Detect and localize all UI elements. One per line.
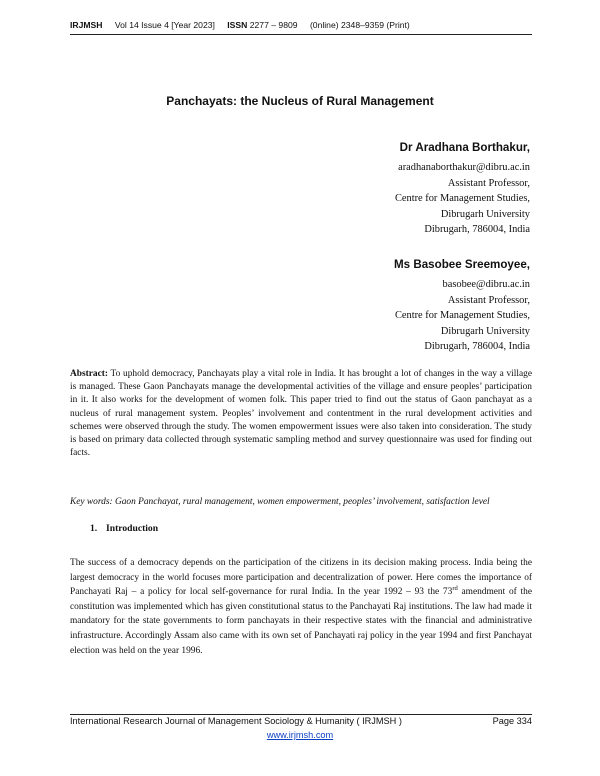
paper-title: Panchayats: the Nucleus of Rural Management (166, 94, 434, 108)
issn-online-note: (0nline) (309, 20, 339, 30)
section-title: Introduction (106, 523, 159, 534)
running-footer (70, 716, 532, 726)
issn-online: 2277 – 9809 (249, 20, 298, 30)
author-university: Dibrugarh University (440, 208, 530, 220)
running-header (70, 20, 532, 30)
section-heading (90, 523, 158, 534)
author-address: Dibrugarh, 786004, India (424, 224, 530, 236)
author-department: Centre for Management Studies, (394, 310, 530, 322)
author-department: Centre for Management Studies, (394, 193, 530, 205)
intro-paragraph (70, 556, 532, 658)
author-block-2 (394, 258, 530, 355)
author-name: Ms Basobee Sreemoyee, (394, 258, 530, 271)
author-university: Dibrugarh University (440, 325, 530, 337)
author-position: Assistant Professor, (447, 294, 530, 306)
intro-text-part2: amendment of the constitution was implemented which has given constitutional status to the Panchayati Raj institutions. The law had made it mandatory for the state governments to form panchayats in their respective states with the financial and administrative infrastructure. Accordingly Assam also came with its own set of Panchayati raj policy in the year 1994 and first Panchayat election was held on the year 1996. (70, 587, 532, 656)
keywords: Key words: Gaon Panchayat, rural management, women empowerment, peoples’ involvement, satisfaction level (70, 497, 490, 507)
intro-superscript: rd (452, 585, 458, 593)
author-email[interactable]: aradhanaborthakur@dibru.ac.in (398, 162, 530, 173)
journal-abbrev: IRJMSH (70, 20, 103, 30)
volume-info: Vol 14 Issue 4 [Year 2023] (114, 20, 215, 30)
page-number: Page 334 (492, 716, 532, 726)
abstract-label: Abstract: (70, 369, 109, 379)
issn-label: ISSN (227, 20, 248, 30)
footer-rule (70, 714, 532, 715)
intro-text-part1: The success of a democracy depends on the participation of the citizens in its decision making process. India being the largest democracy in the world focuses more participation and decentralization of power. Here comes the importance of Panchayati Raj – a policy for local self-governance for rural India. In the year 1992 – 93 the 73 (70, 558, 532, 598)
abstract-text: To uphold democracy, Panchayats play a vital role in India. It has brought a lot of changes in the way a village is managed. These Gaon Panchayats manage the developmental activities of the village and ensure peoples’ participation in it. It also works for the development of women folk. This paper tried to find out the status of Gaon panchayat as a nucleus of rural management system. Peoples’ involvement and contentment in the rural development activities and schemes were observed through the study. The women empowerment issues were also taken into consideration. The study is based on primary data collected through systematic sampling method and survey questionnaire was used for finding out facts. (70, 369, 532, 459)
journal-url-link[interactable]: www.irjmsh.com (266, 730, 334, 740)
author-name: Dr Aradhana Borthakur, (399, 141, 530, 154)
issn-print: 2348–9359 (Print) (341, 20, 410, 30)
footer-url-line (0, 730, 600, 740)
footer-journal: International Research Journal of Management Sociology & Humanity ( IRJMSH ) (70, 716, 402, 726)
author-position: Assistant Professor, (447, 177, 530, 189)
author-address: Dibrugarh, 786004, India (424, 341, 530, 353)
abstract (70, 368, 532, 460)
section-number: 1. (90, 523, 98, 534)
author-email[interactable]: basobee@dibru.ac.in (442, 279, 530, 290)
header-rule (70, 34, 532, 35)
author-block-1 (395, 141, 530, 238)
